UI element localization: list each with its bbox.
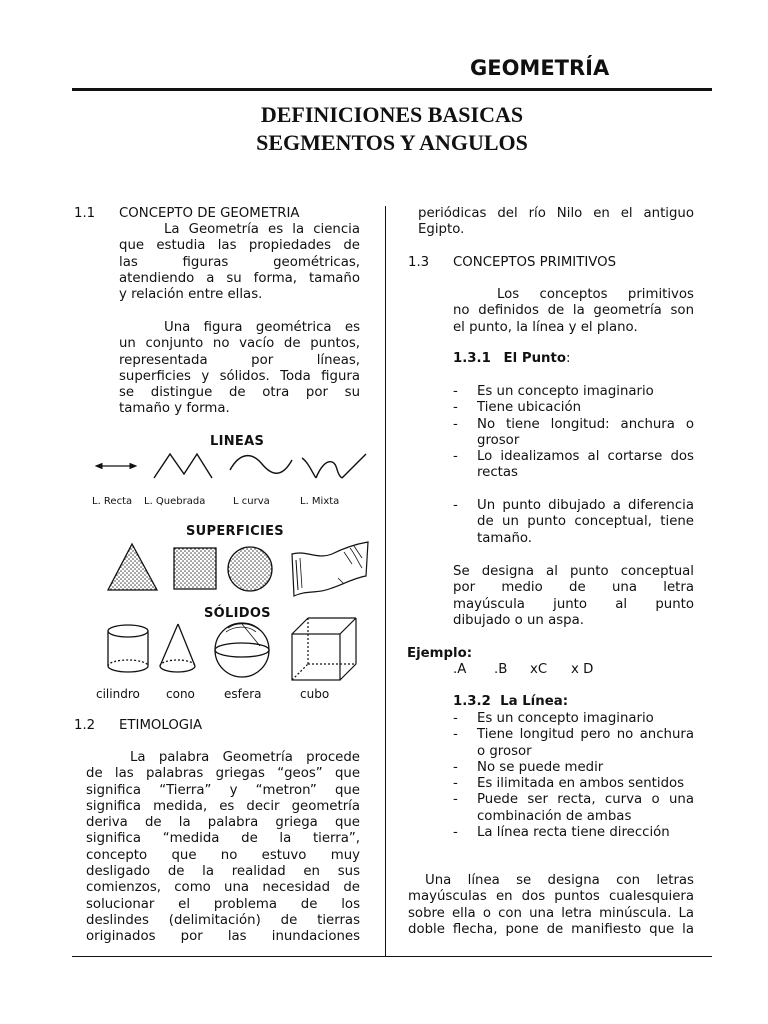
list-item: - Es un concepto imaginario — [453, 711, 694, 727]
linea-list — [453, 711, 694, 841]
section-1-3-number: 1.3 — [408, 255, 430, 270]
list-item: - La línea recta tiene dirección — [453, 825, 694, 841]
ejemplo-label: Ejemplo: — [407, 646, 473, 661]
ejemplo-point-b: .B — [494, 662, 508, 677]
section-1-1-paragraph-2: Una figura geométrica es un conjunto no vacío de puntos, representada por líneas, superficies y sólidos. Toda figura se distingue de otra por su tamaño y forma. — [119, 320, 360, 417]
solids-figure — [100, 616, 365, 686]
list-item: - Es un concepto imaginario — [453, 384, 694, 400]
label-l-quebrada: L. Quebrada — [144, 496, 206, 507]
punto-list-extra — [453, 498, 694, 547]
surfaces-figure — [100, 538, 375, 600]
circle-surface-icon — [228, 547, 272, 591]
section-1-2-paragraph: La palabra Geometría procede de las palabras griegas “geos” que significa “Tierra” y “metron” que significa medida, es decir geometría deriva de la palabra griega que significa “medida de la tierra”, concepto que no estuvo muy desligado de la realidad en sus comienzos, como una necesidad de solucionar el problema de los deslindes (delimitación) de tierras originados por las inundaciones — [86, 750, 360, 945]
section-1-2-heading: ETIMOLOGIA — [119, 718, 203, 733]
label-l-curva: L curva — [233, 496, 270, 507]
label-cono: cono — [166, 687, 195, 701]
continued-paragraph: periódicas del río Nilo en el antiguo Egipto. — [418, 206, 694, 238]
section-1-3-paragraph: Los conceptos primitivos no definidos de la geometría son el punto, la línea y el plano. — [453, 287, 694, 335]
lines-figure — [80, 448, 380, 498]
ejemplo-point-c: xC — [530, 662, 548, 677]
section-1-3-1-heading: 1.3.1 El Punto: — [453, 351, 571, 366]
straight-line-icon — [96, 464, 136, 469]
linea-final-paragraph: Una línea se designa con letras mayúsculas en dos puntos cualesquiera sobre ella o con una letra minúscula. La doble flecha, pone de manifiesto que la — [408, 873, 694, 937]
label-l-recta: L. Recta — [92, 496, 133, 507]
list-item: - No tiene longitud: anchura o grosor — [453, 417, 694, 450]
label-l-mixta: L. Mixta — [300, 496, 340, 507]
list-item: - Puede ser recta, curva o una combinación de ambas — [453, 792, 694, 825]
lineas-title: LINEAS — [210, 434, 265, 449]
label-cilindro: cilindro — [96, 687, 140, 701]
section-1-3-2-heading: 1.3.2 La Línea: — [453, 694, 569, 709]
page-title-line-2: SEGMENTOS Y ANGULOS — [256, 130, 528, 155]
designa-paragraph: Se designa al punto conceptual por medio de una letra mayúscula junto al punto dibujado o un aspa. — [453, 564, 694, 628]
subject-header: GEOMETRÍA — [470, 56, 610, 80]
section-1-2-number: 1.2 — [74, 718, 96, 733]
solidos-title: SÓLIDOS — [204, 606, 271, 621]
superficies-title: SUPERFICIES — [186, 524, 284, 539]
column-divider — [385, 206, 386, 956]
list-item: - Tiene longitud pero no anchura o grosor — [453, 727, 694, 760]
header-rule — [72, 88, 712, 91]
list-item: - Lo idealizamos al cortarse dos rectas — [453, 449, 694, 482]
mixed-line-icon — [302, 454, 366, 478]
list-item: - Tiene ubicación — [453, 400, 694, 416]
page-title-line-1: DEFINICIONES BASICAS — [260, 102, 524, 127]
section-1-3-heading: CONCEPTOS PRIMITIVOS — [453, 255, 617, 270]
label-esfera: esfera — [224, 687, 262, 701]
curved-surface-icon — [292, 542, 368, 596]
list-item: - Un punto dibujado a diferencia de un punto conceptual, tiene tamaño. — [453, 498, 694, 547]
list-item: - Es ilimitada en ambos sentidos — [453, 776, 694, 792]
ejemplo-point-d: x D — [571, 662, 594, 677]
section-1-1-number: 1.1 — [74, 206, 96, 221]
ejemplo-point-a: .A — [453, 662, 467, 677]
list-item: - No se puede medir — [453, 760, 694, 776]
broken-line-icon — [154, 454, 212, 478]
cone-icon — [160, 624, 195, 672]
sphere-icon — [215, 623, 269, 677]
section-1-1-heading: CONCEPTO DE GEOMETRIA — [119, 206, 300, 221]
label-cubo: cubo — [300, 687, 330, 701]
square-surface-icon — [174, 548, 216, 589]
curve-line-icon — [230, 456, 292, 474]
section-1-1-paragraph-1: La Geometría es la ciencia que estudia las propiedades de las figuras geométricas, atendiendo a su forma, tamaño y relación entre ellas. — [119, 222, 360, 303]
triangle-surface-icon — [108, 544, 157, 590]
punto-list — [453, 384, 694, 482]
footer-rule — [72, 956, 712, 957]
cylinder-icon — [108, 625, 148, 672]
cube-icon — [292, 618, 356, 680]
